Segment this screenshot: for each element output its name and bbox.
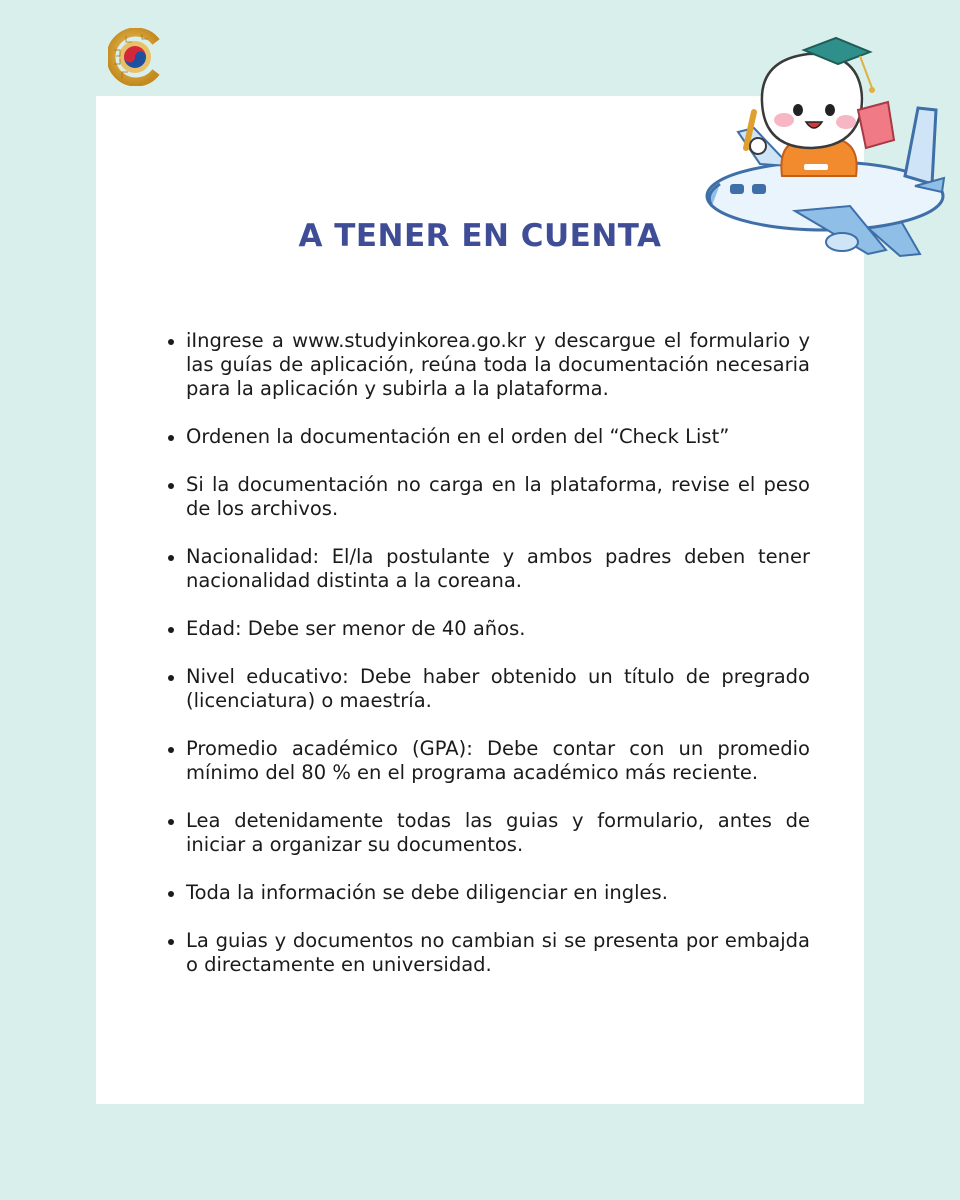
list-item: Si la documentación no carga en la plataforma, revise el peso de los archivos. bbox=[186, 473, 810, 520]
list-item: Lea detenidamente todas las guias y formulario, antes de iniciar a organizar su documentos. bbox=[186, 809, 810, 856]
list-item: Ordenen la documentación en el orden del “Check List” bbox=[186, 425, 810, 449]
list-item: Edad: Debe ser menor de 40 años. bbox=[186, 617, 810, 641]
list-item: Toda la información se debe diligenciar en ingles. bbox=[186, 881, 810, 905]
list-item: La guias y documentos no cambian si se presenta por embajda o directamente en universidad. bbox=[186, 929, 810, 976]
list-item: Nacionalidad: El/la postulante y ambos padres deben tener nacionalidad distinta a la coreana. bbox=[186, 545, 810, 592]
list-item: Promedio académico (GPA): Debe contar con un promedio mínimo del 80 % en el programa académico más reciente. bbox=[186, 737, 810, 784]
page-title: A TENER EN CUENTA bbox=[298, 218, 662, 254]
requirements-list bbox=[186, 329, 810, 1001]
list-item: iIngrese a www.studyinkorea.go.kr y descargue el formulario y las guías de aplicación, reúna toda la documentación necesaria para la aplicación y subirla a la plataforma. bbox=[186, 329, 810, 400]
korea-emblem-icon bbox=[108, 28, 164, 86]
list-item: Nivel educativo: Debe haber obtenido un título de pregrado (licenciatura) o maestría. bbox=[186, 665, 810, 712]
